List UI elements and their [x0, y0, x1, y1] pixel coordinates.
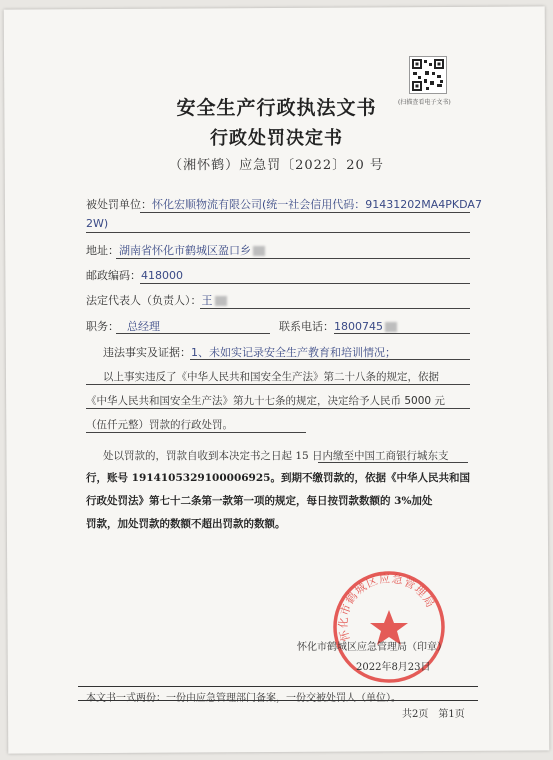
payment-line-1: 处以罚款的，罚款自收到本决定书之日起 15 日内缴至中国工商银行城东支 — [103, 450, 449, 462]
postcode-value: 418000 — [141, 269, 183, 282]
address-value: 湖南省怀化市鹤城区盈口乡 — [119, 244, 251, 257]
postcode-label: 邮政编码： — [86, 269, 141, 282]
address-label: 地址： — [86, 244, 119, 257]
violation-label: 违法事实及证据： — [103, 346, 191, 359]
legal-representative-value: 王 — [201, 294, 213, 307]
payment-line-2: 行，账号 1914105329100006925。到期不缴罚款的，依据《中华人民共和国 — [86, 472, 470, 484]
payment-line-4: 罚款，加处罚款的数额不超出罚款的数额。 — [86, 518, 286, 530]
legal-representative-label: 法定代表人（负责人）： — [86, 294, 202, 307]
redaction-mark — [215, 296, 227, 306]
position-label: 职务： — [86, 320, 119, 333]
issuer-name: 怀化市鹤城区应急管理局（印章） — [297, 642, 447, 653]
document-number: （湘怀鹤）应急罚〔2022〕20 号 — [169, 158, 384, 173]
violation-value: 1、未如实记录安全生产教育和培训情况； — [191, 346, 396, 359]
issue-date: 2022年8月23日 — [356, 662, 431, 673]
phone-value: 1800745 — [334, 320, 383, 333]
payment-line-3: 行政处罚法》第七十二条第一款第一项的规定，每日按罚款数额的 3%加处 — [86, 495, 433, 507]
footer-divider — [78, 686, 478, 687]
document-category-title: 安全生产行政执法文书 — [176, 97, 377, 119]
document-title: 行政处罚决定书 — [210, 128, 343, 149]
decision-line-1: 以上事实违反了《中华人民共和国安全生产法》第二十八条的规定，依据 — [103, 371, 439, 383]
punished-unit-value: 怀化宏顺物流有限公司(统一社会信用代码：91431202MA4PKDA7 — [152, 198, 482, 211]
redaction-mark — [253, 246, 265, 256]
svg-text:怀化市鹤城区应急管理局: 怀化市鹤城区应急管理局 — [336, 572, 438, 643]
phone-label: 联系电话： — [279, 320, 334, 333]
redaction-mark — [385, 322, 397, 332]
footer-divider — [78, 700, 478, 701]
page-info: 共2页 第1页 — [402, 709, 465, 720]
punished-unit-label: 被处罚单位： — [86, 198, 152, 211]
footer-note: 本文书一式两份：一份由应急管理部门备案，一份交被处罚人（单位）。 — [86, 693, 401, 704]
qr-caption: (扫描查看电子文书) — [398, 99, 451, 106]
position-value: 总经理 — [127, 320, 160, 333]
decision-line-3: （伍仟元整）罚款的行政处罚。 — [86, 419, 233, 431]
qr-code-icon[interactable] — [409, 56, 447, 94]
decision-line-2: 《中华人民共和国安全生产法》第九十七条的规定，决定给予人民币 5000 元 — [86, 395, 445, 407]
punished-unit-value-continued: 2W) — [86, 217, 109, 230]
